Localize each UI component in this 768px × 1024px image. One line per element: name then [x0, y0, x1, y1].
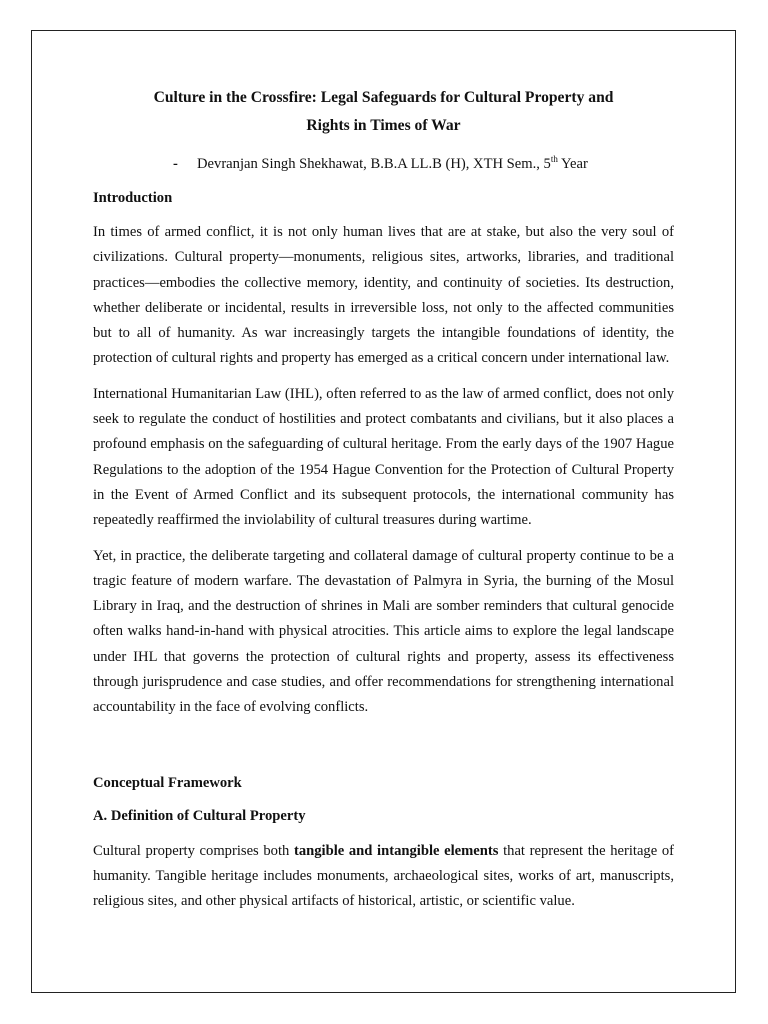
definition-heading: A. Definition of Cultural Property [93, 807, 306, 824]
document-title [93, 84, 674, 140]
intro-paragraph-1: In times of armed conflict, it is not only human lives that are at stake, but also the very soul of civilizations. Cultural property—monuments, religious sites, artworks, libraries, and traditional practices—embodies the collective memory, identity, and continuity of societies. Its destruction, whether deliberate or incidental, results in irreversible loss, not only to the affected communities but to all of humanity. As war increasingly targets the intangible foundations of identity, the protection of cultural rights and property has emerged as a critical concern under international law. [93, 224, 674, 367]
definition-paragraph [93, 839, 674, 915]
definition-text-end: that represent the heritage of humanity. Tangible heritage includes monuments, archaeological sites, works of art, manuscripts, religious sites, and other physical artifacts of historical, artistic, or scientific value. [93, 842, 675, 910]
conceptual-framework-heading: Conceptual Framework [93, 774, 242, 791]
author-dash: - [173, 156, 178, 172]
author-suffix: Year [557, 156, 588, 172]
definition-text-start: Cultural property comprises both [93, 842, 294, 859]
intro-paragraph-3: Yet, in practice, the deliberate targeting and collateral damage of cultural property continue to be a tragic feature of modern warfare. The devastation of Palmyra in Syria, the burning of the Mosul Library in Iraq, and the destruction of shrines in Mali are somber reminders that cultural genocide often walks hand-in-hand with physical atrocities. This article aims to explore the legal landscape under IHL that governs the protection of cultural rights and property, assess its effectiveness through jurisprudence and case studies, and offer recommendations for strengthening international accountability in the face of evolving conflicts. [93, 547, 674, 716]
author-superscript: th [550, 154, 558, 165]
title-line-2: Rights in Times of War [306, 117, 461, 134]
author-line [173, 154, 674, 174]
definition-bold-phrase: tangible and intangible elements [293, 842, 499, 859]
title-line-1: Culture in the Crossfire: Legal Safeguards for Cultural Property and [153, 89, 614, 106]
intro-paragraph-2: International Humanitarian Law (IHL), often referred to as the law of armed conflict, does not only seek to regulate the conduct of hostilities and protect combatants and civilians, but it also places a profound emphasis on the safeguarding of cultural heritage. From the early days of the 1907 Hague Regulations to the adoption of the 1954 Hague Convention for the Protection of Cultural Property in the Event of Armed Conflict and its subsequent protocols, the international community has repeatedly reaffirmed the inviolability of cultural treasures during wartime. [93, 385, 674, 529]
author-text: Devranjan Singh Shekhawat, B.B.A LL.B (H), XTH Sem., 5 [197, 156, 551, 172]
introduction-heading: Introduction [93, 190, 173, 206]
document-body [93, 84, 674, 915]
